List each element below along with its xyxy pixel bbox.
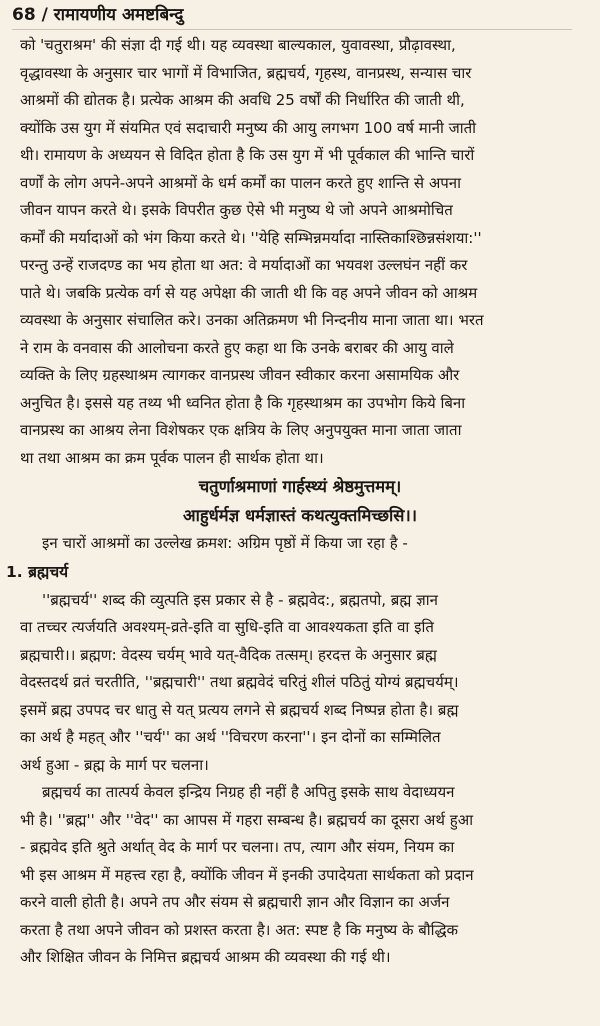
text-line: का अर्थ है महत् और ''चर्य'' का अर्थ ''विचरण करना''। इन दोनों का सम्मिलित <box>20 728 441 746</box>
text-line: अर्थ हुआ - ब्रह्म के मार्ग पर चलना। <box>20 755 209 774</box>
paragraph-brahmacharya-etymology <box>20 587 580 780</box>
text-line: - ब्रह्मवेद इति श्रुते अर्थात् वेद के मार्ग पर चलना। तप, त्याग और संयम, नियम का <box>20 838 455 856</box>
running-header: 68 / रामायणीय अमष्टबिन्दु <box>12 2 572 30</box>
text-line: करने वाली होती है। अपने तप और संयम से ब्रह्मचारी ज्ञान और विज्ञान का अर्जन <box>20 893 450 911</box>
text-line: भी इस आश्रम में महत्त्व रहा है, क्योंकि जीवन में इनकी उपादेयता सार्थकता को प्रदान <box>20 865 474 884</box>
text-line: कर्मों की मर्यादाओं को भंग किया करते थे। ''येहि सम्भिन्नमर्यादा नास्तिकाश्छिन्नसंशया:'' <box>20 228 482 247</box>
text-line: वृद्धावस्था के अनुसार चार भागों में विभाजित, ब्रह्मचर्य, गृहस्थ, वानप्रस्थ, सन्यास चार <box>20 63 472 82</box>
text-line: ब्रह्मचारी।। ब्रह्मण: वेदस्य चर्यम् भावे यत्-वैदिक तत्सम्। हरदत्त के अनुसार ब्रह्म <box>20 645 437 664</box>
intro-line: इन चारों आश्रमों का उल्लेख क्रमश: अग्रिम पृष्ठों में किया जा रहा है - <box>42 534 408 552</box>
text-line: को 'चतुराश्रम' की संज्ञा दी गई थी। यह व्यवस्था बाल्यकाल, युवावस्था, प्रौढ़ावस्था, <box>20 36 456 54</box>
text-line: इसमें ब्रह्म उपपद चर धातु से यत् प्रत्यय लगने से ब्रह्मचर्य शब्द निष्पन्न होता है। ब्रह्म <box>20 700 459 719</box>
text-line: ने राम के वनवास की आलोचना करते हुए कहा था कि उनके बराबर की आयु वाले <box>20 338 454 357</box>
paragraph-ashram-system <box>20 32 580 472</box>
text-line: ''ब्रह्मचर्य'' शब्द की व्युत्पति इस प्रकार से है - ब्रह्मवेद:, ब्रह्मतपो, ब्रह्म ज्ञान <box>42 590 438 609</box>
text-line: क्योंकि उस युग में संयमित एवं सदाचारी मनुष्य की आयु लगभग 100 वर्ष मानी जाती <box>20 118 477 137</box>
section-heading: 1. ब्रह्मचर्य <box>6 562 69 581</box>
text-line: वानप्रस्थ का आश्रय लेना विशेषकर एक क्षत्रिय के लिए अनुपयुक्त माना जाता जाता <box>20 421 462 439</box>
text-line: वा तच्चर त्यर्जयति अवश्यम्-व्रते-इति वा सुधि-इति वा आवश्यकता इति वा इति <box>20 618 434 636</box>
text-line: भी है। ''ब्रह्म'' और ''वेद'' का आपस में गहरा सम्बन्ध है। ब्रह्मचर्य का दूसरा अर्थ हुआ <box>20 810 474 829</box>
text-line: था तथा आश्रम का क्रम पूर्वक पालन ही सार्थक होता था। <box>20 448 324 467</box>
paragraph-brahmacharya-meaning <box>20 779 580 972</box>
text-line: ब्रह्मचर्य का तात्पर्य केवल इन्द्रिय निग्रह ही नहीं है अपितु इसके साथ वेदाध्ययन <box>42 783 455 801</box>
text-line: व्यवस्था के अनुसार संचालित करे। उनका अतिक्रमण भी निन्दनीय माना जाता था। भरत <box>20 311 484 329</box>
text-line: व्यक्ति के लिए ग्रहस्थाश्रम त्यागकर वानप्रस्थ जीवन स्वीकार करना असामयिक और <box>20 366 460 384</box>
text-line: थी। रामायण के अध्ययन से विदित होता है कि उस युग में भी पूर्वकाल की भान्ति चारों <box>20 146 475 164</box>
text-line: आश्रमों की द्योतक है। प्रत्येक आश्रम की अवधि 25 वर्षों की निर्धारित की जाती थी, <box>20 91 465 109</box>
text-line: पाते थे। जबकि प्रत्येक वर्ग से यह अपेक्षा की जाती थी कि वह अपने जीवन को आश्रम <box>20 283 478 302</box>
text-line: परन्तु उन्हें राजदण्ड का भय होता था अत: वे मर्यादाओं का भयवश उल्लघंन नहीं कर <box>20 256 468 274</box>
text-line: करता है तथा अपने जीवन को प्रशस्त करता है। अत: स्पष्ट है कि मनुष्य के बौद्धिक <box>20 920 459 939</box>
text-line: वर्णों के लोग अपने-अपने आश्रमों के धर्म कर्मों का पालन करते हुए शान्ति से अपना <box>20 173 462 192</box>
verse-line: आहुर्धर्मज्ञ धर्मज्ञास्तं कथत्युक्तमिच्छसि।। <box>183 506 417 525</box>
sanskrit-verse <box>20 472 580 530</box>
text-line: वेदस्तदर्थ व्रतं चरतीति, ''ब्रह्मचारी'' तथा ब्रह्मवेदं चरितुं शीलं पठितुं योग्यं ब्रह्मचर्यम्। <box>20 673 459 691</box>
text-line: जीवन यापन करते थे। इसके विपरीत कुछ ऐसे भी मनुष्य थे जो अपने आश्रमोचित <box>20 201 453 219</box>
text-line: और शिक्षित जीवन के निमित्त ब्रह्मचर्य आश्रम की व्यवस्था की गई थी। <box>20 948 391 966</box>
text-line: अनुचित है। इससे यह तथ्य भी ध्वनित होता है कि गृहस्थाश्रम का उपभोग किये बिना <box>20 393 466 412</box>
verse-line: चतुर्णाश्रमाणां गार्हस्थ्यं श्रेष्ठमुत्तमम्। <box>198 477 402 496</box>
